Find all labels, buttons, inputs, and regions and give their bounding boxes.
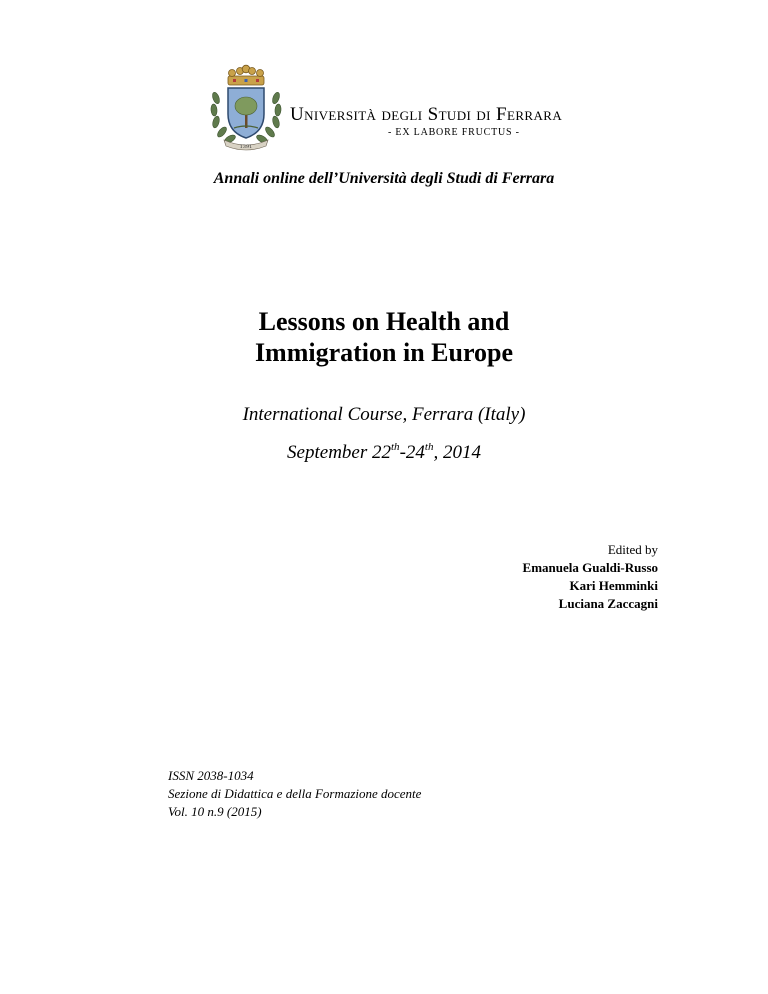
dates-prefix: September 22 xyxy=(287,442,391,463)
annali-heading: Annali online dell’Università degli Studi di Ferrara xyxy=(213,170,555,187)
volume-line: Vol. 10 n.9 (2015) xyxy=(168,804,262,819)
university-crest-logo xyxy=(206,62,286,152)
university-motto: - EX LABORE FRUCTUS - xyxy=(388,127,520,138)
section-line: Sezione di Didattica e della Formazione docente xyxy=(168,786,422,801)
crest-year-text: 1391 xyxy=(239,144,253,150)
dates-sup1: th xyxy=(391,441,400,453)
publication-info xyxy=(168,767,421,821)
editor-name: Luciana Zaccagni xyxy=(558,596,658,611)
dates-sup2: th xyxy=(424,441,434,453)
edited-by-label: Edited by xyxy=(607,542,658,557)
editors-block xyxy=(523,541,658,613)
dates-mid: -24 xyxy=(399,442,425,463)
dates-suffix: , 2014 xyxy=(433,442,481,463)
document-title-line2: Immigration in Europe xyxy=(254,338,514,367)
document-title-line1: Lessons on Health and xyxy=(258,307,510,336)
issn-line: ISSN 2038-1034 xyxy=(168,768,254,783)
document-title xyxy=(0,306,768,368)
editor-name: Emanuela Gualdi-Russo xyxy=(522,560,658,575)
course-dates xyxy=(0,441,768,464)
university-name: Università degli Studi di Ferrara xyxy=(290,104,563,125)
course-subtitle: International Course, Ferrara (Italy) xyxy=(242,404,526,425)
editor-name: Kari Hemminki xyxy=(569,578,658,593)
